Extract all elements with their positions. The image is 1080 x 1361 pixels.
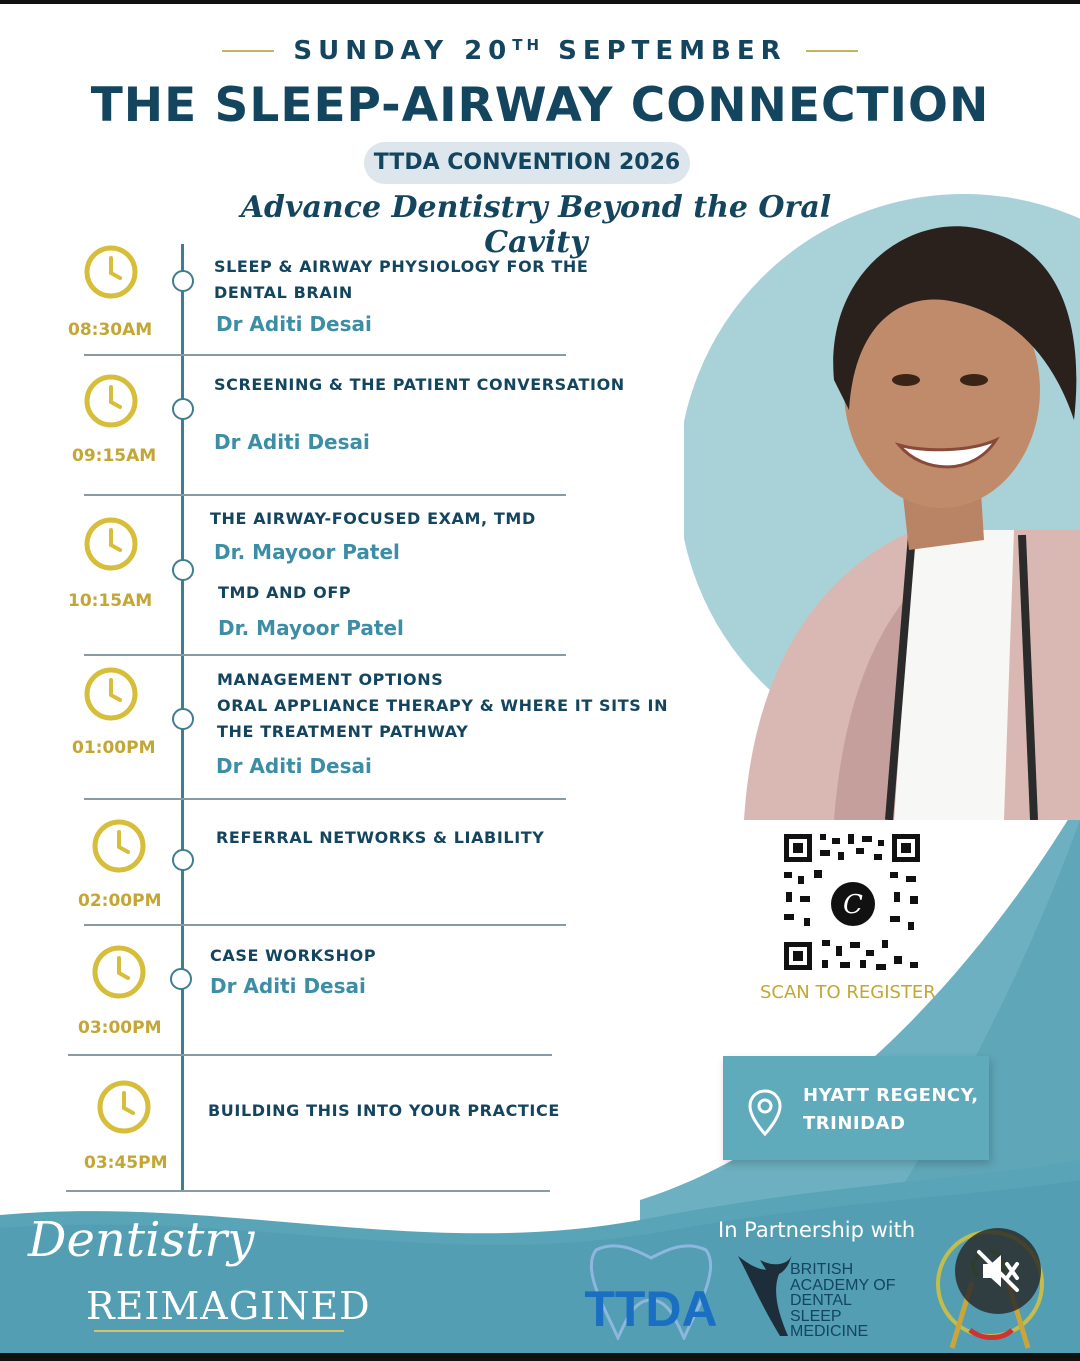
timeline-node [172,708,194,730]
ttda-logo-text: TTDA [584,1281,718,1337]
clock-icon [92,819,146,873]
footer-underline [94,1330,344,1332]
topic-line: SLEEP & AIRWAY PHYSIOLOGY FOR THE [214,257,589,276]
session-speaker: Dr Aditi Desai [214,430,370,454]
divider [84,654,566,656]
session-topic: TMD AND OFP [218,583,352,602]
dentistry-script-logo: Dentistry [28,1212,255,1268]
session-speaker: Dr. Mayoor Patel [214,540,400,564]
session-time: 10:15AM [68,591,153,611]
session-topic [210,506,536,532]
muted-speaker-icon [955,1228,1041,1314]
timeline-node [172,398,194,420]
location-pin-icon [747,1088,783,1138]
qr-center-mark: C [843,890,863,920]
bad-line: SLEEP [790,1307,842,1325]
session-topic [217,667,668,745]
venue-line: HYATT REGENCY, [803,1085,979,1106]
date-month: SEPTEMBER [543,36,787,66]
session-topic [210,943,376,969]
venue-card [723,1056,989,1160]
bottom-border [0,1353,1080,1361]
clock-icon [84,667,138,721]
timeline-node [172,559,194,581]
timeline-node [172,849,194,871]
date-text [293,36,786,66]
bad-line: MEDICINE [790,1323,869,1340]
bad-line: BRITISH [790,1261,854,1278]
session-time: 03:00PM [78,1018,162,1038]
bad-line: ACADEMY OF [790,1276,896,1294]
clock-icon [84,245,138,299]
session-time: 03:45PM [84,1153,168,1173]
convention-badge: TTDA CONVENTION 2026 [364,142,690,184]
ttda-logo [576,1240,726,1340]
reimagined-logo-text: REIMAGINED [86,1284,371,1328]
divider [84,494,566,496]
british-academy-text [790,1262,896,1340]
session-speaker: Dr Aditi Desai [216,312,372,336]
venue-name [803,1082,979,1138]
session-topic [216,825,544,851]
date-right-rule [806,50,858,52]
topic-line: ORAL APPLIANCE THERAPY & WHERE IT SITS IN [217,696,669,715]
divider [84,354,566,356]
session-time: 09:15AM [72,446,157,466]
divider [84,924,566,926]
mute-toggle-button[interactable] [955,1228,1041,1314]
timeline-node [172,270,194,292]
session-time: 02:00PM [78,891,162,911]
topic-line: CASE WORKSHOP [210,946,377,965]
session-speaker: Dr Aditi Desai [210,974,366,998]
scan-to-register-label: SCAN TO REGISTER [760,982,936,1003]
topic-line: THE TREATMENT PATHWAY [217,722,469,741]
bad-line: DENTAL [790,1292,852,1309]
session-topic [214,254,588,306]
clock-icon [84,517,138,571]
clock-icon [97,1080,151,1134]
topic-line: SCREENING & THE PATIENT CONVERSATION [214,375,625,394]
topic-line: THE AIRWAY-FOCUSED EXAM, TMD [210,509,536,528]
date-suffix: TH [512,36,544,54]
session-speaker: Dr. Mayoor Patel [218,616,404,640]
venue-line: TRINIDAD [803,1113,906,1134]
event-title: THE SLEEP-AIRWAY CONNECTION [90,78,990,133]
topic-line: DENTAL BRAIN [214,283,353,302]
session-topic [208,1098,560,1124]
speaker-photo [684,190,1080,820]
partnership-label: In Partnership with [718,1218,916,1242]
date-day: SUNDAY 20 [293,36,513,66]
divider [68,1054,552,1056]
clock-icon [84,374,138,428]
divider [84,798,566,800]
topic-line: REFERRAL NETWORKS & LIABILITY [216,828,545,847]
topic-line: BUILDING THIS INTO YOUR PRACTICE [208,1101,560,1120]
date-left-rule [222,50,274,52]
event-date [0,36,1080,66]
session-speaker: Dr Aditi Desai [216,754,372,778]
topic-line: MANAGEMENT OPTIONS [217,670,444,689]
timeline-node [170,968,192,990]
divider [66,1190,550,1192]
clock-icon [92,945,146,999]
session-topic [214,372,625,398]
registration-qr-code[interactable] [770,822,936,988]
tagline: Advance Dentistry Beyond the Oral Cavity [240,190,832,260]
session-time: 01:00PM [72,738,156,758]
session-time: 08:30AM [68,320,153,340]
